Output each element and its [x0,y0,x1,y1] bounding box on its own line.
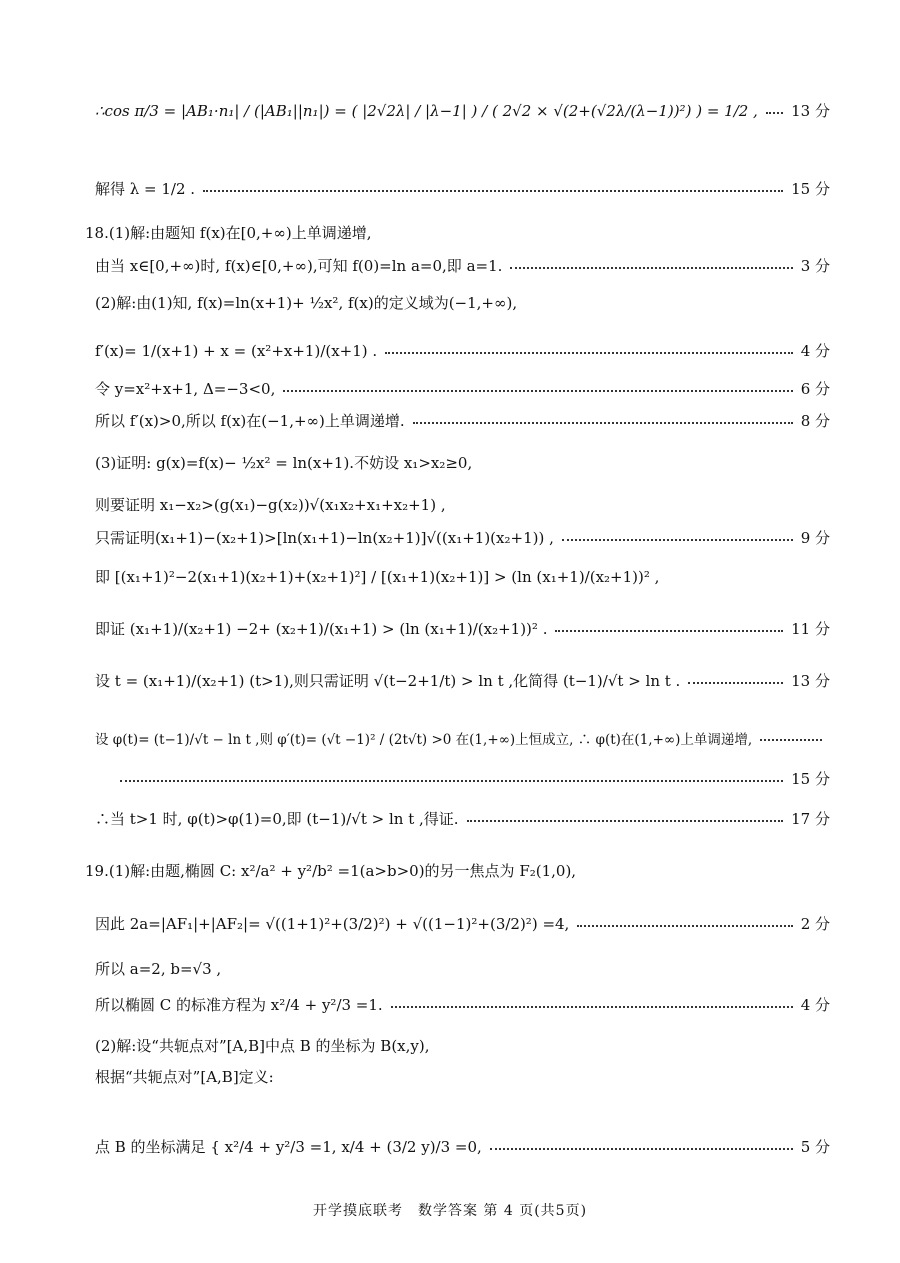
line-text: 即证 (x₁+1)/(x₂+1) −2+ (x₂+1)/(x₁+1) > (ln (x₁+1)/(x₂+1))² . [95,620,548,638]
leader-dots [562,539,793,541]
page-footer: 开学摸底联考 数学答案 第 4 页(共5页) [312,1203,588,1219]
line-text: f′(x)= 1/(x+1) + x = (x²+x+1)/(x+1) . [95,341,378,360]
line-text: (2)解:由(1)知, f(x)=ln(x+1)+ ½x², f(x)的定义域为(−1,+∞), [95,294,518,312]
line-text: 令 y=x²+x+1, Δ=−3<0, [95,380,276,398]
solution-line [95,100,830,121]
line-text: 设 φ(t)= (t−1)/√t − ln t ,则 φ′(t)= (√t −1)² / (2t√t) >0 在(1,+∞)上恒成立, ∴ φ(t)在(1,+∞)上单调递增, [95,732,753,748]
line-text: ∴cos π/3 = |AB₁·n₁| / (|AB₁||n₁|) = ( |2√2λ| / |λ−1| ) / ( 2√2 × √(2+(√2λ/(λ−1))²) ) = 1/2 , [95,101,758,120]
solution-line [95,527,830,548]
solution-line [95,452,830,473]
line-text: 所以椭圆 C 的标准方程为 x²/4 + y²/3 =1. [95,996,383,1014]
line-text: 19.(1)解:由题,椭圆 C: x²/a² + y²/b² =1(a>b>0)的另一焦点为 F₂(1,0), [85,862,577,880]
solution-line [95,1066,830,1087]
leader-dots [203,190,783,192]
line-text: 只需证明(x₁+1)−(x₂+1)>[ln(x₁+1)−ln(x₂+1)]√((x₁+1)(x₂+1)) , [95,529,554,547]
solution-line-continuation [120,768,830,789]
leader-dots [283,390,792,392]
line-text: 所以 a=2, b=√3 , [95,960,222,978]
line-text: 点 B 的坐标满足 { x²/4 + y²/3 =1, x/4 + (3/2 y)/3 =0, [95,1138,482,1156]
line-text: 解得 λ = 1/2 . [95,180,196,198]
line-text: ∴当 t>1 时, φ(t)>φ(1)=0,即 (t−1)/√t > ln t ,得证. [95,810,459,828]
solution-line [95,728,830,748]
solution-line [95,566,830,587]
solution-line [95,1136,830,1157]
score-label: 4 分 [800,996,830,1014]
score-label: 15 分 [791,770,830,788]
leader-dots [467,820,784,822]
leader-dots [385,352,793,354]
score-label: 15 分 [791,180,830,198]
leader-dots [413,422,793,424]
solution-line [95,178,830,199]
line-text: (3)证明: g(x)=f(x)− ½x² = ln(x+1).不妨设 x₁>x₂≥0, [95,454,473,472]
leader-dots [766,112,783,114]
solution-line [85,222,820,243]
leader-dots [391,1006,793,1008]
solution-line [95,618,830,639]
leader-dots [555,630,783,632]
score-label: 6 分 [800,380,830,398]
solution-line [95,378,830,399]
score-label: 8 分 [800,412,830,430]
score-label: 11 分 [791,620,830,638]
solution-line [95,913,830,934]
solution-line [95,292,830,313]
solution-line [95,494,830,515]
solution-line [95,340,830,361]
leader-dots [760,739,822,741]
line-text: 所以 f′(x)>0,所以 f(x)在(−1,+∞)上单调递增. [95,412,405,430]
leader-dots [120,780,783,782]
solution-line [95,958,830,979]
line-text: 由当 x∈[0,+∞)时, f(x)∈[0,+∞),可知 f(0)=ln a=0,即 a=1. [95,257,503,275]
score-label: 2 分 [800,915,830,933]
solution-line [95,670,830,691]
leader-dots [510,267,792,269]
line-text: 则要证明 x₁−x₂>(g(x₁)−g(x₂))√(x₁x₂+x₁+x₂+1) , [95,496,446,514]
leader-dots [577,925,792,927]
solution-line [95,1035,830,1056]
score-label: 9 分 [800,529,830,547]
line-text: 根据“共轭点对”[A,B]定义: [95,1068,274,1086]
score-label: 5 分 [800,1138,830,1156]
leader-dots [688,682,783,684]
score-label: 3 分 [800,257,830,275]
solution-line [95,994,830,1015]
score-label: 4 分 [800,342,830,360]
line-text: 设 t = (x₁+1)/(x₂+1) (t>1),则只需证明 √(t−2+1/t) > ln t ,化简得 (t−1)/√t > ln t . [95,672,681,690]
solution-line [95,410,830,431]
solution-line [95,808,830,829]
solution-line [95,255,830,276]
leader-dots [490,1148,793,1150]
line-text: 即 [(x₁+1)²−2(x₁+1)(x₂+1)+(x₂+1)²] / [(x₁+1)(x₂+1)] > (ln (x₁+1)/(x₂+1))² , [95,568,660,586]
solution-line [85,860,820,881]
score-label: 13 分 [791,672,830,690]
line-text: (2)解:设“共轭点对”[A,B]中点 B 的坐标为 B(x,y), [95,1037,430,1055]
line-text: 因此 2a=|AF₁|+|AF₂|= √((1+1)²+(3/2)²) + √((1−1)²+(3/2)²) =4, [95,915,570,933]
line-text: 18.(1)解:由题知 f(x)在[0,+∞)上单调递增, [85,224,372,242]
score-label: 13 分 [791,102,830,120]
score-label: 17 分 [791,810,830,828]
